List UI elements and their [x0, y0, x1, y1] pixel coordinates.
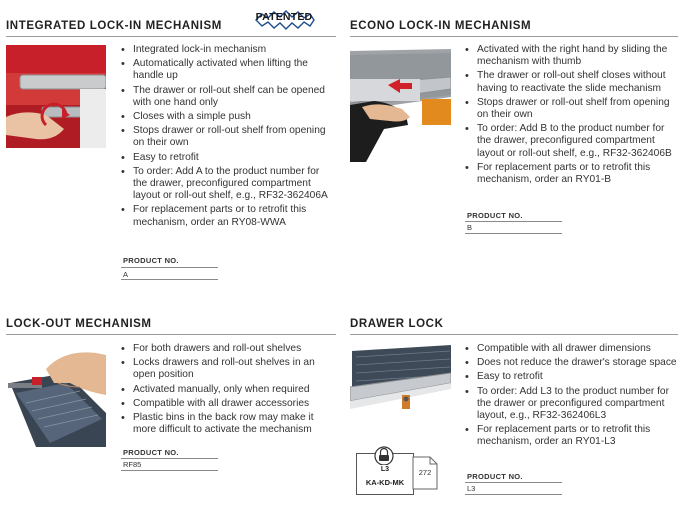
- drawer-lock-photo: [350, 343, 451, 415]
- list-item: • For both drawers and roll-out shelves: [121, 343, 333, 355]
- lock-badge-code: L3: [380, 466, 390, 473]
- list-item: • Automatically activated when lifting the handle up: [121, 58, 333, 82]
- econo-product-no-bottom-rule: [465, 233, 562, 234]
- integrated-photo: [6, 45, 106, 148]
- list-item: • The drawer or roll-out shelf can be opened with one hand only: [121, 85, 333, 109]
- econo-photo: [350, 45, 451, 162]
- list-item: • For replacement parts or to retrofit this mechanism, order an RY08-WWA: [121, 204, 333, 228]
- list-item: • Locks drawers and roll-out shelves in an open position: [121, 357, 333, 381]
- list-item: • Easy to retrofit: [465, 371, 679, 383]
- list-item: • Stops drawer or roll-out shelf from opening on their own: [465, 97, 679, 121]
- econo-product-no-rule: [465, 221, 562, 222]
- patented-badge: [252, 4, 316, 34]
- lock-badge-label: KA-KD-MK: [365, 478, 405, 487]
- integrated-product-no-bottom-rule: [121, 279, 218, 280]
- list-item: • To order: Add B to the product number for the drawer, preconfigured compartment layout or roll-out shelf, e.g., RF32-362406B: [465, 123, 679, 160]
- drawer-lock-product-no-rule: [465, 482, 562, 483]
- integrated-title-rule: [6, 36, 336, 37]
- list-item: • For replacement parts or to retrofit this mechanism, order an RY01-L3: [465, 424, 679, 448]
- page-reference: [412, 456, 438, 490]
- list-item: • Integrated lock-in mechanism: [121, 44, 333, 56]
- lockout-product-no-rule: [121, 458, 218, 459]
- list-item: • Compatible with all drawer accessories: [121, 398, 333, 410]
- list-item: • Activated manually, only when required: [121, 384, 333, 396]
- list-item: • Easy to retrofit: [121, 152, 333, 164]
- integrated-product-no-value: A: [123, 270, 129, 279]
- list-item: • Stops drawer or roll-out shelf from opening on their own: [121, 125, 333, 149]
- econo-product-no-label: PRODUCT NO.: [467, 211, 523, 220]
- list-item: • For replacement parts or to retrofit this mechanism, order an RY01-B: [465, 162, 679, 186]
- lockout-product-no-value: RF85: [123, 460, 142, 469]
- list-item: • Compatible with all drawer dimensions: [465, 343, 679, 355]
- integrated-product-no-rule: [121, 267, 218, 268]
- list-item: • Activated with the right hand by sliding the mechanism with thumb: [465, 44, 679, 68]
- lockout-title: LOCK-OUT MECHANISM: [6, 318, 152, 330]
- lockout-product-no-label: PRODUCT NO.: [123, 448, 179, 457]
- econo-bullets: [465, 44, 679, 188]
- padlock-icon: [373, 445, 395, 465]
- drawer-lock-bullets: [465, 343, 679, 451]
- lockout-photo: [6, 343, 106, 447]
- drawer-lock-product-no-label: PRODUCT NO.: [467, 472, 523, 481]
- patented-text: PATENTED: [255, 11, 313, 23]
- integrated-product-no-label: PRODUCT NO.: [123, 256, 179, 265]
- integrated-title: INTEGRATED LOCK-IN MECHANISM: [6, 20, 222, 32]
- drawer-lock-title-rule: [350, 334, 678, 335]
- lockout-bullets: [121, 343, 333, 438]
- drawer-lock-product-no-value: L3: [467, 484, 476, 493]
- page-reference-number: 272: [418, 468, 432, 477]
- econo-title: ECONO LOCK-IN MECHANISM: [350, 20, 532, 32]
- list-item: • To order: Add L3 to the product number for the drawer or preconfigured compartment layout, e.g., RF32-362406L3: [465, 386, 679, 423]
- list-item: • The drawer or roll-out shelf closes without having to reactivate the slide mechanism: [465, 70, 679, 94]
- drawer-lock-title: DRAWER LOCK: [350, 318, 444, 330]
- integrated-bullets: [121, 44, 333, 231]
- list-item: • To order: Add A to the product number for the drawer, preconfigured compartment layout or roll-out shelf, e.g., RF32-362406A: [121, 166, 333, 203]
- list-item: • Does not reduce the drawer's storage space: [465, 357, 679, 369]
- list-item: • Plastic bins in the back row may make it more difficult to activate the mechanism: [121, 412, 333, 436]
- econo-title-rule: [350, 36, 678, 37]
- econo-product-no-value: B: [467, 223, 473, 232]
- lockout-product-no-bottom-rule: [121, 470, 218, 471]
- list-item: • Closes with a simple push: [121, 111, 333, 123]
- lockout-title-rule: [6, 334, 336, 335]
- drawer-lock-product-no-bottom-rule: [465, 494, 562, 495]
- lock-badge: [356, 453, 414, 495]
